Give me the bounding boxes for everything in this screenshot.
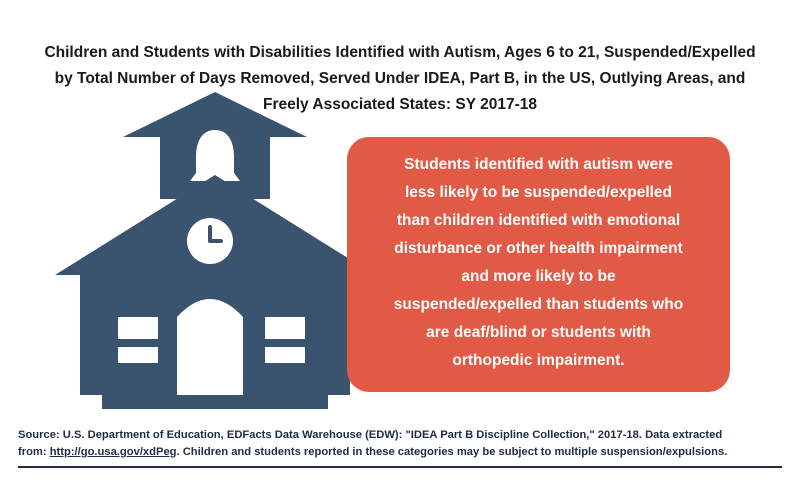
source-link[interactable]: http://go.usa.gov/xdPeg <box>49 446 177 458</box>
window-left-bottom <box>118 347 158 363</box>
bottom-divider <box>18 466 782 468</box>
window-left-top <box>118 317 158 339</box>
window-right-top <box>265 317 305 339</box>
source-line-2 <box>18 444 783 461</box>
source-suffix: . Children and students reported in these categories may be subject to multiple suspension/expulsions. <box>176 446 728 458</box>
callout-line: are deaf/blind or students with <box>426 324 651 341</box>
clock-icon <box>187 218 233 264</box>
source-line-1: Source: U.S. Department of Education, EDFacts Data Warehouse (EDW): "IDEA Part B Discipline Collection," 2017-18. Data extracted <box>18 429 723 441</box>
schoolhouse-icon <box>20 85 380 415</box>
callout-line: Students identified with autism were <box>404 156 673 173</box>
window-right-bottom <box>265 347 305 363</box>
title-line-3: Freely Associated States: SY 2017-18 <box>263 96 537 113</box>
door <box>177 299 243 395</box>
callout-box <box>347 137 730 392</box>
school-base <box>102 395 328 409</box>
callout-line: than children identified with emotional <box>396 212 681 229</box>
callout-line: and more likely to be <box>461 268 616 285</box>
source-prefix: from: <box>18 446 50 458</box>
callout-line: disturbance or other health impairment <box>394 240 683 257</box>
callout-line: orthopedic impairment. <box>452 352 625 369</box>
title-line-2: by Total Number of Days Removed, Served Under IDEA, Part B, in the US, Outlying Areas, and <box>54 70 746 87</box>
callout-line: suspended/expelled than students who <box>393 296 684 313</box>
title-line-1: Children and Students with Disabilities Identified with Autism, Ages 6 to 21, Suspended/Expelled <box>44 44 756 61</box>
callout-line: less likely to be suspended/expelled <box>404 184 673 201</box>
source-note <box>18 427 783 461</box>
